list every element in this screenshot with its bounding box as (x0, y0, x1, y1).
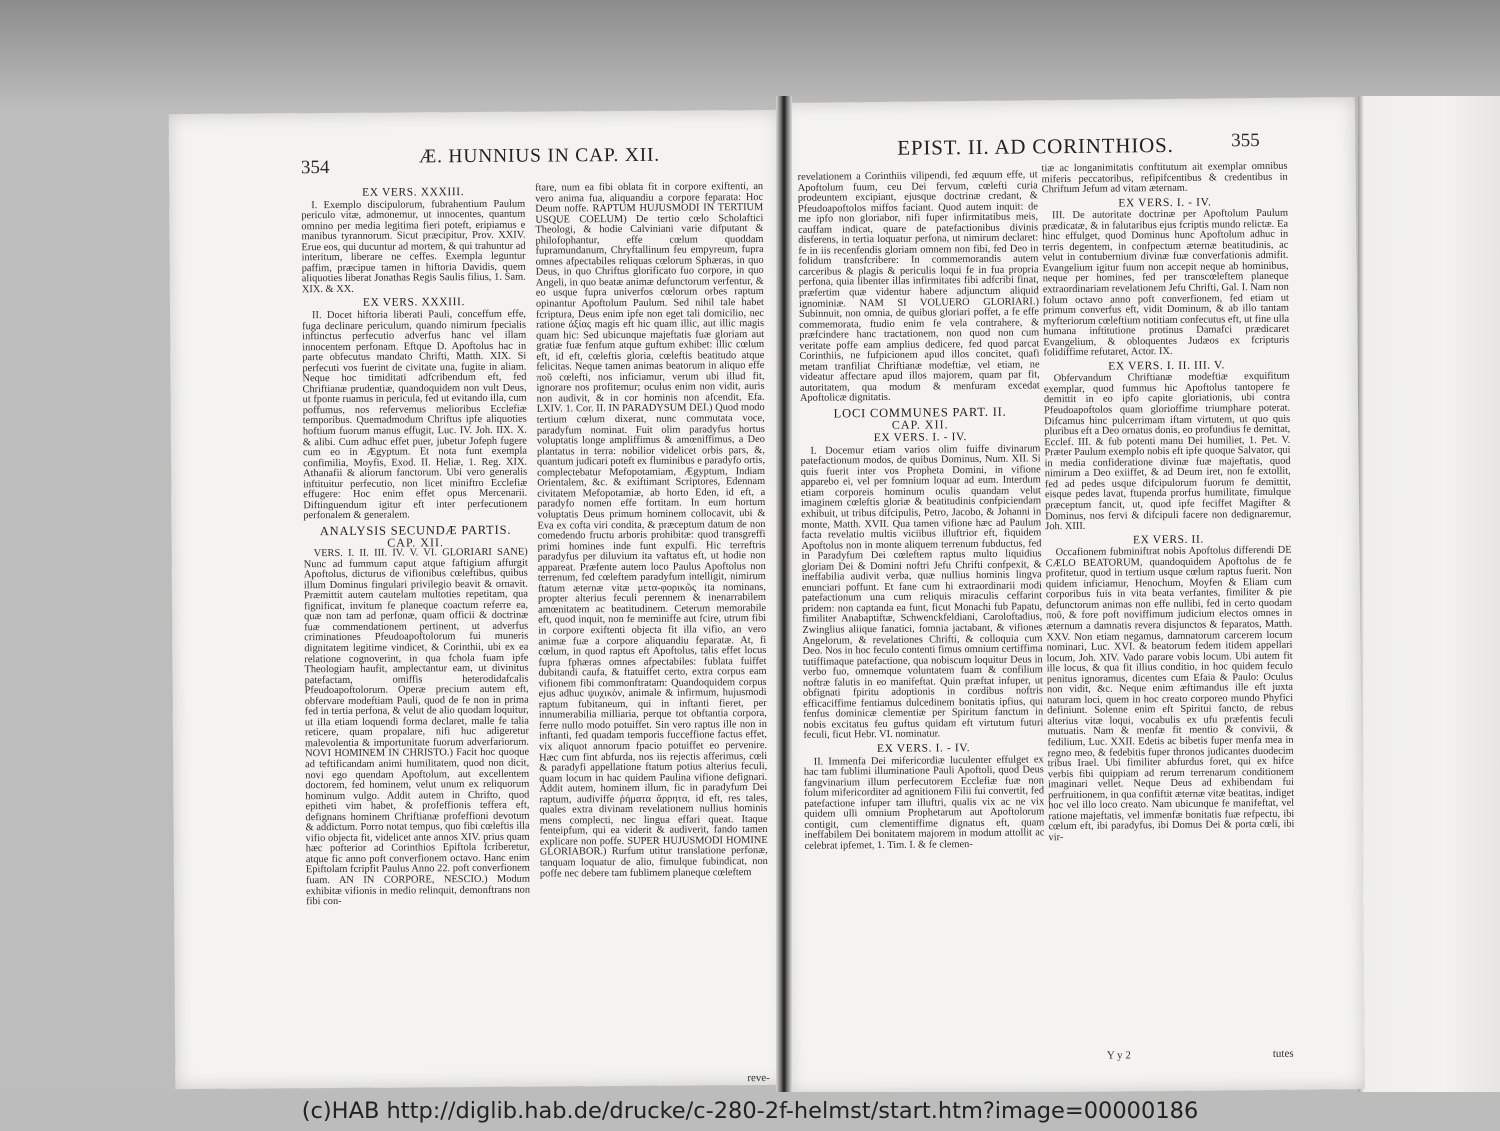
chapter-heading: CAP. XII. (387, 534, 444, 550)
paragraph: revelationem a Corinthiis vilipendi, fed æquum effe, ut Apoftolum fuum, ceu Dei fervum, cœlefti curia prodeuntem excipiant, ejusque doctrinæ credant, & Pfeudoapoftolos miffos faciant. Quod autem inquit: de me ipfo non gloriabor, nifi fuper infirmitatibus meis, cauffam indicat, quare de patefactionibus divinis disferens, in tertia loquatur perfona, ut nimirum declaret: fe in iis recenfendis gloriam omnem non fibi, fed Deo in folidum transfcribere: In commemorandis autem carceribus & plagis & periculis loqui fe in fua propria perfona, quia libenter illas infirmitates fibi adfcribi finat, præfertim quæ videntur habere adjunctum aliquid ignominiæ. NAM SI VOLUERO GLORIARI.) Subinnuit, non omnia, de quibus gloriari poffet, a fe effe commemorata, ftudio enim fe vela contrahere, & præfcindere hanc tractationem, non quod non cum veritate poffe eam amplius dedicere, fed quod parcat Corinthiis, ne fufpicionem apud illos concitet, quafi metam tranfiliat Chriftianæ modeftiæ, vel etiam, ne videatur affectare apud illos majorem, quam par fit, autoritatem, qua modum & menfuram excedat Apoftolicæ dignitatis. (797, 169, 1040, 405)
paragraph: III. De autoritate doctrinæ per Apoftolum Paulum prædicatæ, & in falutaribus ejus fcriptis mundo relictæ. Ea hinc effulget, quod Dominus hunc Apoftolum adhuc in terris degentem, in confpectum æternæ beatitudinis, ac velut in contubernium divinæ fuæ converfationis admifit. Evangelium igitur fuum non accepit neque ab hominibus, neque per homines, fed per transcœleftem planeque extraordinariam revelationem Jefu Chrifti, Gal. I. Nam non folum octavo anno poft converfionem, fed etiam ut primum converfus eft, vidit Dominum, & ab illo tantam myfteriorum cœleftium notitiam confecutus eft, ut fine ulla humana inftitutione protinus Damafci prædicaret Evangelium, & obloquentes Judæos ex fcripturis folidiffime refutaret, Actor. IX. (1042, 207, 1290, 359)
right-running-head: EPIST. II. AD CORINTHIOS. (897, 132, 1174, 160)
section-heading: EX VERS. XXXIII. (362, 186, 465, 199)
paragraph: ftare, num ea fibi oblata fit in corpore exiftenti, an vero anima fua, aliquandiu a corpore feparata: Hoc Deum noffe. RAPTUM HUJUSMODI IN TERTIUM USQUE COELUM) De tertio cœlo Scholaftici Theologi, & hodie Calviniani varie difputant & philofophantur, effe cœlum quoddam fupramundanum, Chryftallinum feu empyreum, fupra omnes afpectabiles reliquas cœlorum Sphæras, in quo Deus, in quo Chriftus glorificato fuo corpore, in quo Angeli, in quo beatæ animæ defunctorum verfentur, & eo usque fupra univerfos cœlorum orbes raptum opinantur Apoftolum Paulum. Sed nihil tale habet fcriptura, Deus enim ipfe non eget tali domicilio, nec ratione ἀξίας magis eft hic quam illic, aut illic magis quam hic: Sed ubicunque majeftatis fuæ gloriam aut gratiæ fuæ fenfum atque guftum exhibet: illic cœlum eft, id eft, cœleftis gloria, cœleftis beatitudo atque felicitas. Neque tamen animas beatorum in aliquo effe ποῦ cœlefti, nos inficiamur, verum ubi illud fit, ignorare nos profitemur; oculus enim non vidit, auris non audivit, & in cor hominis non afcendit, Efa. LXIV. 1. Cor. II. IN PARADYSUM DEI.) Quod modo tertium cœlum dixerat, nunc commutata voce, paradyfum nominat. Fuit olim paradyfus hortus voluptatis longe ampliffimus & amœniffimus, a Deo plantatus in terra: nobilior videlicet orbis pars, &, quantum judicari poteft ex fluminibus e paradyfo ortis, complectebatur Mefopotamiam, Ægyptum, Indiam Orientalem, &c. & exiftimant Scriptores, Edennam civitatem Mefopotamiæ, ab horto Eden, id eft, a paradyfo nomen effe fortitam. In eum hortum voluptatis Deus primum hominem collocavit, ubi & Eva ex cofta viri condita, & præceptum datum de non comedendo fructu arboris prohibitæ: quod transgreffi primi homines inde funt expulfi. Hic terreftris paradyfus per diluvium ita vaftatus eft, ut hodie non appareat. Præfente autem loco Paulus Apoftolus non terrenum, fed cœleftem paradyfum intelligit, nimirum ftatum æternæ vitæ μετα-φορικῶς ita nominans, propter alterius feculi perennem & inenarrabilem amœnitatem ac beatitudinem. Ceterum memorabile eft, quod inquit, non fe meminiffe aut fcire, utrum fibi in corpore exiftenti objecta fit illa vifio, an vero animæ fuæ a corpore aliquandiu feparatæ. At, fi cœlum, in quod raptus eft Apoftolus, talis effet locus fupra fphæras omnes afpectabiles: fublata fuiffet dubitandi caufa, & ftatuiffet certo, extra corpus eam vifionem fibi commonftratam: Quandoquidem corpus ejus adhuc ψυχικὸν, animale & infirmum, hujusmodi raptum fubitaneum, qui in inftanti fieret, per innumerabilia milliaria, perque tot obftantia corpora, ferre nullo modo potuiffet. Sin vero raptus ille non in inftanti, fed quadam temporis fucceffione factus effet, vix aliquot annorum fpacio potuiffet eo pervenire. Hæc cum fint abfurda, nos iis rejectis afferimus, cœli & paradyfi appellatione ftatum potius alterius feculi, quam locum in hac quidem Paulina vifione defignari. Addit autem, hominem illum, fic in paradyfum Dei raptum, audiviffe ῥήματα ἄρρητα, id eft, res tales, quales extra divinam revelationem nullius hominis mens complecti, nec lingua effari queat. Itaque fenteipfum, qui ea viderit & audiverit, fando tamen explicare non poffe. SUPER HUJUSMODI HOMINE GLORIABOR.) Rurfum utitur translatione perfonæ, tanquam loquatur de alio, fimulque fubindicat, non poffe nec debere tam fublimem planeque cœleftem (535, 180, 768, 880)
paragraph: Obfervandum Chriftianæ modeftiæ exquifitum exemplar, quod fummus hic Apoftolus tantopere fe demittit in eo ipfo capite gloriationis, ubi contra Pfeudoapoftolos quam glorioffime triumphare poterat. Difcamus hinc pulcerrimam iftam virtutem, ut quo quis pluribus eft a Deo ornatus donis, eo profundius fe demittat, Ecclef. III. & fub potenti manu Dei humiliet, 1. Pet. V. Præter Paulum exemplo nobis eft ipfe quoque Salvator, qui in media confideratione divinæ fuæ majeftatis, quod nimirum a Deo exiiffet, & ad Deum iret, non fe extollit, fed ad pedes usque difcipulorum fuorum fe demittit, eisque pedes lavat, ftupenda prorfus humilitate, fimulque præceptum fancit, ut, quod ipfe feciffet Magifter & Dominus, nos fervi & difcipuli facere non dedignaremur, Joh. XIII. (1043, 371, 1292, 533)
section-heading: EX VERS. I. - IV. (876, 742, 971, 756)
right-page (779, 97, 1365, 1095)
section-heading: EX VERS. XXXIII. (362, 296, 465, 310)
book-gutter (776, 96, 792, 1092)
paragraph: Occafionem fubminiftrat nobis Apoftolus differendi DE CÆLO BEATORUM, quandoquidem Apoftolus de fe profitetur, quod in tertium usque cœlum raptus fuerit. Non quidem inficiamur, Henochum, Moyfen & Eliam cum corporibus fuis in vita beata verfantes, fimiliter & pie defunctorum animas non effe nullibi, fed in certo quodam ποῦ, & fore poft noviffimum judicium electos omnes in æternum a damnatis revera disjunctos & feparatos, Matth. XXV. Non etiam negamus, damnatorum carcerem locum nominari, Luc. XVI. & beatorum fedem itidem appellari locum, Joh. XIV. Vado parare vobis locum. Ubi autem fit ille locus, & qua fit illius conditio, in hoc quidem feculo penitus ignoramus, dicentes cum Efaia & Paulo: Oculus non vidit, &c. Neque enim æftimandus ille eft juxta naturam loci, quem in hoc creato corporeo mundo Phyfici definiunt. Solenne enim eft Spiritui fancto, de rebus alterius vitæ loqui, vocabulis ex ufu præfentis feculi mutuatis. Nam & menfæ fit mentio & convivii, & fedilium, Luc. XXII. Edetis ac bibetis fuper menfa mea in regno meo, & fedebitis fuper thronos judicantes duodecim tribus Irael. Ubi fimiliter abfurdus foret, qui ex hifce verbis fibi quippiam ad rerum terrenarum conditionem imaginari vellet. Neque Deus ad exhibendam fui perfruitionem, in qua confiftit æternæ vitæ beatitas, indiget hoc vel illo loco creato. Nam ubicunque fe manifeftat, vel ratione majeftatis, vel immenfæ bonitatis fuæ refpectu, ibi cœlum eft, ibi paradyfus, ibi Domus Dei & porta cœli, ibi vir- (1045, 544, 1295, 844)
scan-background (0, 0, 1500, 110)
left-page (169, 110, 788, 1089)
paragraph: VERS. I. II. III. IV. V. VI. GLORIARI SANE) Nunc ad fummum caput atque faftigium affurgit Apoftolus, dicturus de vifionibus cœleftibus, quibus illum Dominus fingulari privilegio beavit & ornavit. Præmittit autem cautelam multoties repetitam, qua fignificat, invitum fe planeque coactum referre ea, quæ non tam ad perfonæ, quam officii & doctrinæ fuæ commendationem pertinent, ut adverfus criminationes Pfeudoapoftolorum fui muneris dignitatem legitime vindicet, & Corinthii, ubi ex ea relatione cognoverint, in qua fchola fuam ipfe Theologiam haufit, amplectantur eam, ut divinitus patefactam, omiffis heterodidafcalis Pfeudoapoftolorum. Operæ precium autem eft, obfervare modeftiam Pauli, quod de fe non in prima fed in tertia perfona, & velut de alio quodam loquitur, ut illa etiam loquendi forma declaret, malle fe talia reticere, quam propalare, nifi huc adigeretur malevolentia & importunitate fuorum adverfariorum. NOVI HOMINEM IN CHRISTO.) Facit hoc quoque ad teftificandam animi humilitatem, quod non dicit, novi ego quendam Apoftolum, aut excellentem doctorem, fed hominem, velut unum ex reliquorum hominum vulgo. Addit autem in Chrifto, quod epitheti vim habet, & profeffionis teffera eft, defignans hominem Chriftianæ profeffioni devotum & addictum. Porro notat tempus, quo fibi cœleftis illa vifio objecta fit, videlicet ante annos XIV. prius quam hæc pofterior ad Corinthios Epiftola fcriberetur, atque fic anno poft converfionem octavo. Hanc enim Epiftolam fcripfit Paulus Anno 22. poft converfionem fuam. AN IN CORPORE, NESCIO.) Modum exhibitæ vifionis in medio relinquit, demonftrans non fibi con- (303, 546, 531, 908)
right-column-1 (798, 170, 1047, 1072)
signature-mark: Y y 2 (1106, 1049, 1131, 1062)
left-page-number: 354 (300, 157, 330, 179)
paragraph: II. Immenfa Dei mifericordiæ luculenter effulget ex hac tam fublimi illuminatione Pauli Apoftoli, quod Deus fangvinarium illum perfecutorem Ecclefiæ fuæ non folum mifericorditer ad agnitionem Filii fui convertit, fed patefactione infuper tam illuftri, qualis vix ac ne vix quidem ulli omnium Prophetarum aut Apoftolorum contigit, cum clementiffime dignatus eft, quam ineffabilem Dei bonitatem majorem in modum attollit ac celebrat ipfemet, 1. Tim. I. & fe clemen- (803, 753, 1045, 852)
paragraph: I. Exemplo discipulorum, fubrahentium Paulum periculo vitæ, admonemur, ut innocentes, quantum omnino per media legitima fieri poteft, eripiamus e manibus tyrannorum. Sicut præcipitur, Prov. XXIV. Erue eos, qui ducuntur ad mortem, & qui trahuntur ad interitum, liberare ne ceffes. Exempla leguntur paffim, præcipue tamen in hiftoria Davidis, quem aliquoties liberat Jonathas Regis Saulis filius, 1. Sam. XIX. & XX. (301, 198, 526, 296)
catchword: tutes (1272, 1047, 1294, 1060)
paragraph: tiæ ac longanimitatis conftitutum ait exemplar omnibus miferis peccatoribus, refipifcentibus & credentibus in Chriftum Jefum ad vitam æternam. (1041, 160, 1288, 196)
section-heading: EX VERS. I. - IV. (873, 431, 967, 445)
left-column-1 (301, 184, 531, 1078)
right-column-2 (1041, 162, 1296, 1045)
catchword: reve- (747, 1071, 770, 1085)
paragraph: II. Docet hiftoria liberati Pauli, conceffum effe, fuga declinare periculum, quando nimirum fpecialis inftinctus perfecutio adverfus hanc vel illam innocentem perfonam. Eftque D. Apoftolus hac in parte obfecutus mandato Chrifti, Matth. XIX. Si perfecuti vos fuerint de civitate una, fugite in aliam. Neque hoc timiditati adfcribendum eft, fed Chriftianæ prudentiæ, quandoquidem non vult Deus, ut fponte ruamus in pericula, fed ut evitando illa, cum poffumus, nos refervemus melioribus Ecclefiæ temporibus. Quemadmodum Chriftus ipfe aliquoties hoftium fuorum manus effugit, Luc. IV. Joh. IIX. X. & alibi. Cum adhuc effet puer, jubetur Jofeph fugere cum eo in Ægyptum. Et nota funt exempla confimilia, Moyfis, Exod. II. Heliæ, 1. Reg. XIX. Athanafii & aliorum fanctorum. Ubi vero generalis inftituitur perfecutio, non licet miniftro Ecclefiæ effugere: Hoc enim effet opus Mercenarii. Diftinguendum igitur eft inter perfecutionem perfonalem & generalem. (302, 308, 528, 522)
right-page-number: 355 (1231, 130, 1260, 152)
section-heading: EX VERS. I. II. III. V. (1108, 359, 1225, 373)
left-column-2 (535, 182, 769, 1074)
left-running-head: Æ. HUNNIUS IN CAP. XII. (418, 144, 661, 168)
section-heading: EX VERS. I. - IV. (1118, 196, 1212, 210)
chapter-heading: CAP. XII. (891, 416, 949, 432)
copyright-credit: (c)HAB http://diglib.hab.de/drucke/c-280-2f-helmst/start.htm?image=00000186 (301, 1098, 1199, 1124)
analysis-heading: ANALYSIS SECUNDÆ PARTIS. (319, 522, 512, 539)
next-page-edge (1358, 96, 1500, 1092)
loci-heading: LOCI COMMUNES PART. II. (833, 404, 1007, 421)
paragraph: I. Docemur etiam varios olim fuiffe divinarum patefactionum modos, de quibus Dominus, Num. XII. Si quis fuerit inter vos Propheta Domini, in vifione apparebo ei, vel per fomnium loquar ad eum. Interdum etiam corporeis hominum oculis quandam velut imaginem cœleftis gloriæ & beatitudinis confpiciendam exhibuit, ut tribus difcipulis, Petro, Jacobo, & Johanni in monte, Matth. XVII. Qua tamen vifione hæc ad Paulum facta revelatio multis viciibus illuftrior eft, fiquidem Apoftolus non in monte aliquem terrenum fubductus, fed in Paradyfum Dei cœleftem raptus multo liquidius gloriam Dei & Domini noftri Jefu Chrifti confpexit, & ineffabilia audivit verba, quæ nullius hominis lingva enunciari poffunt. Et fane cum hi extraordinarii modi patefactionum una cum reliquis miraculis ceffarint pridem: non captanda ea funt, ficut Monachi fub Papatu, fimiliter Anabaptiftæ, Schwenckfeldiani, Caroloftadius, Zwinglius aliique fanatici, fomnia jactabant, & vifiones Angelorum, & revelationes Chrifti, & colloquia cum Deo. Nos in hoc feculo contenti fimus omnium certiffima tutiffimaque patefactione, qua nobiscum loquitur Deus in verbo fuo, omnemque voluntatem fuam & confilium noftræ falutis in eo manifeftat. Quin præftat infuper, ut obfignati fpiritu adoptionis in cordibus noftris efficaciffime fentiamus dulcedinem bonitatis ipfius, qui fenfus dominicæ clementiæ per Spiritum fanctum in nobis excitatus feu guftus quidam eft virtutum futuri feculi, ficut Hebr. VI. nominatur. (800, 442, 1044, 742)
section-heading: EX VERS. II. (1132, 533, 1204, 546)
